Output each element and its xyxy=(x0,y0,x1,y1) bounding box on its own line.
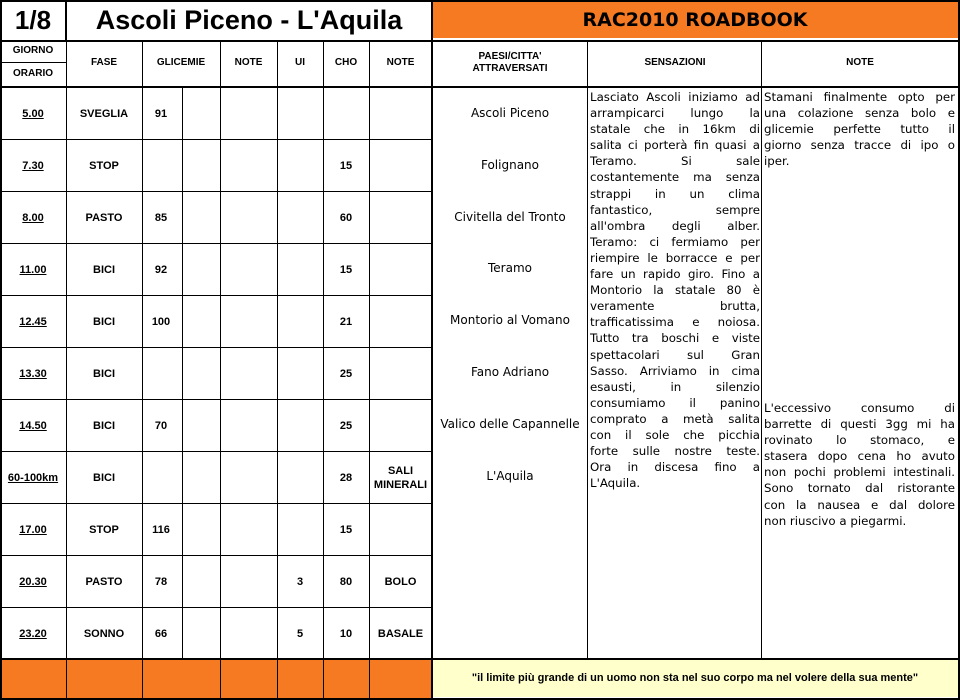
grid-line xyxy=(761,40,762,660)
row-glicemia xyxy=(142,348,180,400)
text-line: una colazione senza bolo e xyxy=(764,106,955,121)
row-time: 8.00 xyxy=(22,212,44,224)
text-line: arrampicarci lungo la xyxy=(590,106,760,121)
place-name: Fano Adriano xyxy=(470,365,550,379)
place-name: Civitella del Tronto xyxy=(454,209,566,224)
place-name: Montorio al Vomano xyxy=(450,313,570,328)
row-glicemia: 70 xyxy=(154,420,168,432)
text-line: Sasso. Arriviamo in cima xyxy=(590,363,760,378)
grid-line xyxy=(587,40,588,660)
text-line: Sono tornato dal ristorante xyxy=(764,481,955,496)
row-time: 11.00 xyxy=(19,264,47,276)
row-time: 23.20 xyxy=(19,628,47,640)
grid-line xyxy=(0,399,432,400)
row-phase: PASTO xyxy=(85,576,123,588)
text-line: Montorio la statale 80 è xyxy=(590,283,760,298)
text-line: Teramo. Si sale xyxy=(590,154,760,169)
row-glicemia: 85 xyxy=(154,212,168,224)
text-line: salita ci porterà fin quasi a xyxy=(590,138,760,153)
grid-line xyxy=(0,40,960,42)
grid-line xyxy=(0,62,66,63)
row-note: BOLO xyxy=(384,576,417,588)
row-time: 17.00 xyxy=(19,524,47,536)
row-phase: STOP xyxy=(89,524,119,536)
place-name: L'Aquila xyxy=(486,468,534,483)
text-line: forte sulle nostre teste. xyxy=(590,444,760,459)
row-glicemia xyxy=(142,140,180,192)
row-time: 12.45 xyxy=(19,316,47,328)
row-note xyxy=(369,88,432,140)
grid-line xyxy=(0,451,432,452)
day-label: 1/8 xyxy=(14,4,52,35)
text-line: Tutto tra boschi e viste xyxy=(590,331,760,346)
col-orario: ORARIO xyxy=(13,68,53,79)
row-note xyxy=(369,244,432,296)
text-line: trafficatissima e noiosa. xyxy=(590,315,760,330)
row-ui xyxy=(277,348,323,400)
col-fase: FASE xyxy=(90,57,118,68)
row-cho: 25 xyxy=(339,368,353,380)
col-giorno: GIORNO xyxy=(12,45,54,56)
col-ui: UI xyxy=(295,57,305,68)
note-block-1 xyxy=(764,89,955,169)
row-ui xyxy=(277,244,323,296)
text-line: con il sole che picchia xyxy=(590,427,760,442)
row-phase: BICI xyxy=(93,368,115,380)
row-cho: 25 xyxy=(339,420,353,432)
row-note xyxy=(369,348,432,400)
row-note xyxy=(369,140,432,192)
text-line: giorno senza tracce di ipo o xyxy=(764,138,955,153)
grid-line xyxy=(0,0,2,700)
grid-line xyxy=(0,139,432,140)
row-phase: SONNO xyxy=(83,628,125,640)
row-phase: BICI xyxy=(93,316,115,328)
text-line: Lasciato Ascoli iniziamo ad xyxy=(590,90,760,104)
col-glicemie: GLICEMIE xyxy=(156,57,206,68)
text-line: strappi in un clima xyxy=(590,186,760,201)
text-line: all'ombra degli alber. xyxy=(590,218,760,233)
grid-line xyxy=(0,191,432,192)
row-phase: PASTO xyxy=(85,212,123,224)
col-sensazioni: SENSAZIONI xyxy=(644,57,706,68)
row-cho xyxy=(323,88,369,140)
row-phase: STOP xyxy=(89,160,119,172)
col-note-1: NOTE xyxy=(234,57,263,68)
row-time: 14.50 xyxy=(19,420,47,432)
text-line: comprato a metà salita xyxy=(590,411,760,426)
text-line: costantemente ma senza xyxy=(590,170,760,185)
row-note xyxy=(369,400,432,452)
place-name: Teramo xyxy=(488,261,532,276)
row-cho: 15 xyxy=(339,160,353,172)
text-line: veramente brutta, xyxy=(590,299,760,314)
row-ui xyxy=(277,452,323,504)
col-note-2: NOTE xyxy=(386,57,415,68)
text-line: Stamani finalmente opto per xyxy=(764,90,955,104)
row-ui xyxy=(277,296,323,348)
row-note xyxy=(369,296,432,348)
text-line: L'Aquila. xyxy=(590,476,641,491)
row-cho: 21 xyxy=(339,316,353,328)
text-line: glicemie perfette tutto il xyxy=(764,122,955,137)
grid-line xyxy=(0,295,432,296)
col-paesi: PAESI/CITTA' ATTRAVERSATI xyxy=(472,51,548,74)
col-note-3: NOTE xyxy=(846,57,874,68)
row-glicemia: 91 xyxy=(154,108,168,120)
row-glicemia: 78 xyxy=(154,576,168,588)
text-line: iper. xyxy=(764,154,790,169)
route-title: Ascoli Piceno - L'Aquila xyxy=(95,4,403,35)
row-glicemia: 66 xyxy=(154,628,168,640)
text-line: stasera dopo cena ho avuto xyxy=(764,449,955,464)
text-line: statale che in 16km di xyxy=(590,122,760,137)
note-block-2 xyxy=(764,400,955,529)
text-line: riempire le borracce e per xyxy=(590,250,760,265)
text-line: Ora in discesa fino a xyxy=(590,460,760,475)
grid-line xyxy=(0,243,432,244)
row-time: 20.30 xyxy=(19,576,47,588)
row-glicemia: 116 xyxy=(152,524,170,536)
row-note xyxy=(369,192,432,244)
text-line: L'eccessivo consumo di xyxy=(764,401,955,415)
place-name: Folignano xyxy=(480,157,539,172)
row-cho: 15 xyxy=(339,524,353,536)
grid-line xyxy=(0,658,960,660)
row-glicemia xyxy=(142,452,180,504)
grid-line xyxy=(431,0,433,700)
row-ui xyxy=(277,88,323,140)
text-line: esausti, in silenzio xyxy=(590,379,760,394)
col-cho: CHO xyxy=(334,57,358,68)
row-phase: BICI xyxy=(93,264,115,276)
grid-line xyxy=(0,503,432,504)
row-ui xyxy=(277,192,323,244)
text-line: spettacolari sul Gran xyxy=(590,347,760,362)
row-time: 60-100km xyxy=(7,472,59,484)
text-line: con la nausea e dal dolore xyxy=(764,497,955,512)
row-ui xyxy=(277,400,323,452)
text-line: fantastico, sempre xyxy=(590,202,760,217)
row-note: BASALE xyxy=(377,628,424,640)
row-phase: BICI xyxy=(93,472,115,484)
row-glicemia: 92 xyxy=(154,264,168,276)
text-line: consumiamo il panino xyxy=(590,395,760,410)
grid-line xyxy=(0,86,960,88)
row-cho: 15 xyxy=(339,264,353,276)
row-cho: 28 xyxy=(339,472,353,484)
row-phase: SVEGLIA xyxy=(79,108,129,120)
text-line: non pochi problemi intestinali. xyxy=(764,465,955,480)
row-cho: 10 xyxy=(339,628,353,640)
text-line: barrette di questi 3gg mi ha xyxy=(764,417,955,432)
text-line: Teramo: ci fermiamo per xyxy=(590,234,760,249)
grid-line xyxy=(65,0,67,40)
motto-quote: "il limite più grande di un uomo non sta nel suo corpo ma nel volere della sua mente" xyxy=(432,659,958,697)
row-ui xyxy=(277,504,323,556)
place-name: Valico delle Capannelle xyxy=(440,416,580,431)
grid-line xyxy=(0,347,432,348)
row-note: SALI MINERALI xyxy=(373,465,428,491)
row-ui: 3 xyxy=(296,576,304,588)
row-time: 13.30 xyxy=(19,368,47,380)
row-cho: 80 xyxy=(339,576,353,588)
row-ui: 5 xyxy=(296,628,304,640)
place-name: Ascoli Piceno xyxy=(470,106,550,120)
row-time: 7.30 xyxy=(22,160,44,172)
grid-line xyxy=(0,0,960,2)
text-line: non riuscivo a piegarmi. xyxy=(764,513,907,528)
grid-line xyxy=(182,88,183,658)
row-ui xyxy=(277,140,323,192)
text-line: fare un rapido giro. Fino a xyxy=(590,267,760,282)
roadbook-title: RAC2010 ROADBOOK xyxy=(432,2,958,38)
grid-line xyxy=(0,555,432,556)
sensazioni-text xyxy=(590,89,760,491)
row-phase: BICI xyxy=(93,420,115,432)
row-glicemia: 100 xyxy=(151,316,171,328)
row-cho: 60 xyxy=(339,212,353,224)
text-line: rovinato lo stomaco, e xyxy=(764,433,955,448)
row-time: 5.00 xyxy=(22,108,44,120)
footer-bar xyxy=(0,659,432,700)
grid-line xyxy=(0,607,432,608)
row-note xyxy=(369,504,432,556)
